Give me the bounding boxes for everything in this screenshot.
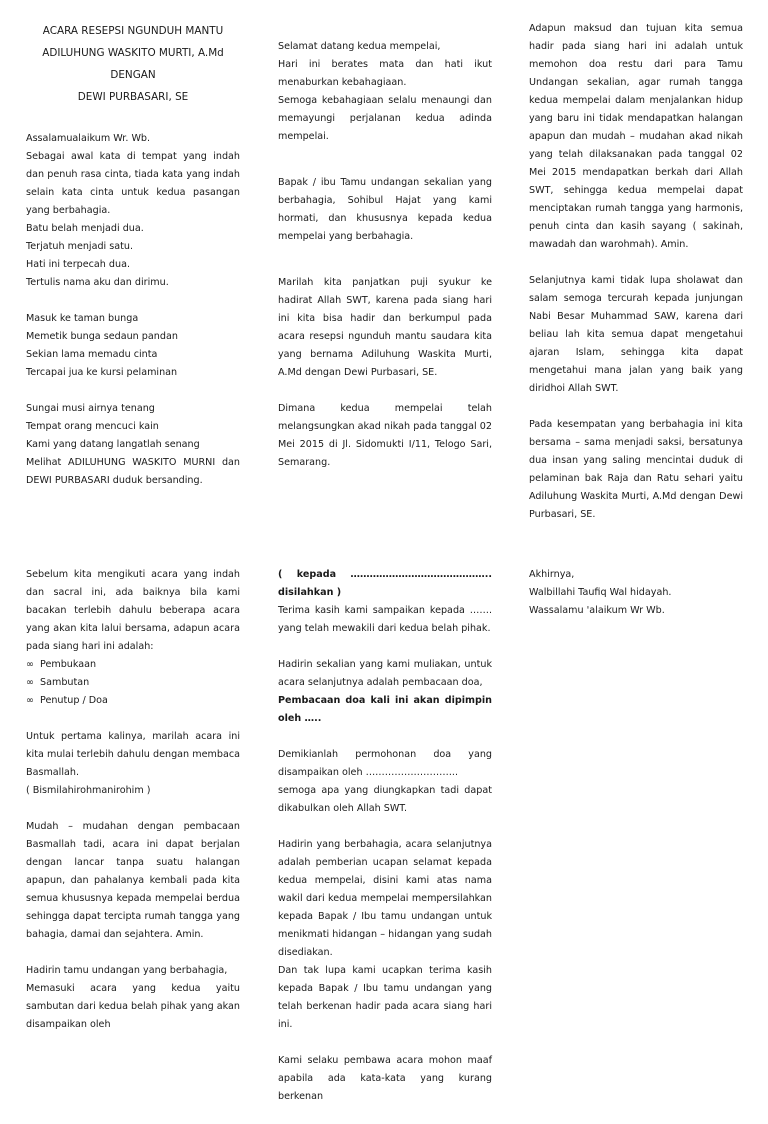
doa-leader-line: Pembacaan doa kali ini akan dipimpin oleh ….. xyxy=(278,695,492,724)
list-item-label: Penutup / Doa xyxy=(40,695,108,706)
text-line: Semoga kebahagiaan selalu menaungi dan memayungi perjalanan kedua adinda mempelai. xyxy=(278,95,492,142)
pantun-line: Masuk ke taman bunga xyxy=(26,313,139,324)
text-line: Akhirnya, xyxy=(529,569,575,580)
text-line: Hati ini terpecah dua. xyxy=(26,259,131,270)
akad-paragraph: Dimana kedua mempelai telah melangsungkan akad nikah pada tanggal 02 Mei 2015 di Jl. Sidomukti I/11, Telogo Sari, Semarang. xyxy=(278,403,492,468)
address-paragraph: Bapak / ibu Tamu undangan sekalian yang berbahagia, Sohibul Hajat yang kami hormati, dan khususnya kepada kedua mempelai yang berbahagia. xyxy=(278,177,492,242)
sholawat-paragraph: Selanjutnya kami tidak lupa sholawat dan salam semoga tercurah kepada junjungan Nabi Besar Muhammad SAW, karena dari beliau lah kita semua dapat mengetahui ajaran Islam, sehingga kita dapat mengetahui mana jalan yang baik yang diridhoi Allah SWT. xyxy=(529,275,743,394)
column-1-top xyxy=(26,20,240,508)
text-line: Terjatuh menjadi satu. xyxy=(26,241,134,252)
bullet-icon: ∞ xyxy=(26,695,34,706)
closing-lines xyxy=(529,566,743,620)
apology-paragraph: Kami selaku pembawa acara mohon maaf apabila ada kata-kata yang kurang berkenan xyxy=(278,1055,492,1102)
heading-part: kepada xyxy=(296,569,337,580)
pantun-line: Kami yang datang langatlah senang xyxy=(26,439,200,450)
list-item-label: Pembukaan xyxy=(40,659,97,670)
greeting: Assalamualaikum Wr. Wb. xyxy=(26,133,151,144)
column-1-bottom xyxy=(26,566,240,1052)
sambutan-paragraph xyxy=(26,962,240,1034)
text-line: semoga apa yang diungkapkan tadi dapat dikabulkan oleh Allah SWT. xyxy=(278,785,492,814)
gratitude-paragraph: Marilah kita panjatkan puji syukur ke hadirat Allah SWT, karena pada siang hari ini kita bisa hadir dan berkumpul pada acara resepsi ngunduh mantu saudara kita yang bernama Adiluhung Waskita Murti, A.Md dengan Dewi Purbasari, SE. xyxy=(278,277,492,378)
bullet-icon: ∞ xyxy=(26,677,34,688)
title-line: ACARA RESEPSI NGUNDUH MANTU xyxy=(42,25,224,37)
text-line: Demikianlah permohonan doa yang disampaikan oleh ……………………….. xyxy=(278,749,492,778)
pantun-line: Tercapai jua ke kursi pelaminan xyxy=(26,367,178,378)
text-line: Hari ini berates mata dan hati ikut menaburkan kebahagiaan. xyxy=(278,59,492,88)
pantun-2 xyxy=(26,400,240,490)
list-item-label: Sambutan xyxy=(40,677,90,688)
text-line: Selamat datang kedua mempelai, xyxy=(278,41,441,52)
blessing-paragraph: Mudah – mudahan dengan pembacaan Basmallah tadi, acara ini dapat berjalan dengan lancar tanpa suatu halangan apapun, dan pahalanya kembali pada kita semua khususnya kepada mempelai berdua sehingga dapat tercipta rumah tangga yang bahagia, damai dan sejahtera. Amin. xyxy=(26,821,240,940)
purpose-paragraph: Adapun maksud dan tujuan kita semua hadir pada siang hari ini adalah untuk memohon doa restu dari para Tamu Undangan sekalian, agar rumah tangga kedua mempelai dalam menjalankan hidup yang baru ini tidak mendapatkan halangan apapun dan mudah – mudahan akad nikah yang telah dilaksanakan pada tanggal 02 Mei 2015 mendapatkan berkah dari Allah SWT, sehingga kedua mempelai dapat menciptakan rumah tangga yang harmonis, penuh cinta dan kasih sayang ( sakinah, mawadah dan warohmah). Amin. xyxy=(529,23,743,250)
column-3-top xyxy=(529,20,743,542)
text-line: Memasuki acara yang kedua yaitu sambutan dari kedua belah pihak yang akan disampaikan oleh xyxy=(26,983,240,1030)
text-line: Wassalamu 'alaikum Wr Wb. xyxy=(529,605,665,616)
text-line: ( Bismilahirohmanirohim ) xyxy=(26,785,151,796)
opening-paragraph xyxy=(26,130,240,292)
bullet-icon: ∞ xyxy=(26,659,34,670)
witness-paragraph: Pada kesempatan yang berbahagia ini kita bersama – sama menjadi saksi, bersatunya dua insan yang saling mencintai duduk di pelaminan bak Raja dan Ratu sehari yaitu Adiluhung Waskita Murti, A.Md dengan Dewi Purbasari, SE. xyxy=(529,419,743,520)
basmallah-paragraph xyxy=(26,728,240,800)
pantun-1 xyxy=(26,310,240,382)
text-line: Sebagai awal kata di tempat yang indah dan penuh rasa cinta, tiada kata yang indah selain kata cinta untuk kedua pasangan yang berbahagia. xyxy=(26,151,240,216)
doa-paragraph xyxy=(278,656,492,728)
heading-part: ( xyxy=(278,569,283,580)
title-line: DEWI PURBASARI, SE xyxy=(77,91,189,103)
document-title xyxy=(26,20,240,108)
pantun-line: Sekian lama memadu cinta xyxy=(26,349,158,360)
title-line: ADILUHUNG WASKITO MURTI, A.Md xyxy=(42,47,224,59)
kepada-heading-cont: disilahkan ) xyxy=(278,587,342,598)
welcome-paragraph xyxy=(278,38,492,146)
text-line: Walbillahi Taufiq Wal hidayah. xyxy=(529,587,672,598)
agenda-list xyxy=(26,656,240,710)
text-line: Batu belah menjadi dua. xyxy=(26,223,144,234)
thanks-paragraph: Terima kasih kami sampaikan kepada ……. yang telah mewakili dari kedua belah pihak. xyxy=(278,605,492,634)
column-3-bottom xyxy=(529,566,743,638)
text-line: Tertulis nama aku dan dirimu. xyxy=(26,277,169,288)
text-line: Hadirin sekalian yang kami muliakan, untuk acara selanjutnya adalah pembacaan doa, xyxy=(278,659,492,688)
heading-part: …………………………………….. xyxy=(350,569,492,580)
closing-thanks-paragraph: Dan tak lupa kami ucapkan terima kasih kepada Bapak / Ibu tamu undangan yang telah berkenan hadir pada acara siang hari ini. xyxy=(278,965,492,1030)
pantun-line: Melihat ADILUHUNG WASKITO MURNI dan DEWI PURBASARI duduk bersanding. xyxy=(26,457,240,486)
pantun-line: Sungai musi airnya tenang xyxy=(26,403,155,414)
hidangan-paragraph: Hadirin yang berbahagia, acara selanjutnya adalah pemberian ucapan selamat kepada kedua mempelai, disini kami atas nama wakil dari kedua mempelai mempersilahkan kepada Bapak / Ibu tamu undangan untuk menikmati hidangan – hidangan yang sudah disediakan. xyxy=(278,839,492,958)
pantun-line: Tempat orang mencuci kain xyxy=(26,421,159,432)
kepada-heading xyxy=(278,566,492,584)
column-2-bottom xyxy=(278,566,492,1124)
list-item xyxy=(26,656,240,674)
doa-closing-paragraph xyxy=(278,746,492,818)
list-item xyxy=(26,692,240,710)
pantun-line: Memetik bunga sedaun pandan xyxy=(26,331,178,342)
column-2-top xyxy=(278,38,492,490)
text-line: Hadirin tamu undangan yang berbahagia, xyxy=(26,965,228,976)
title-line: DENGAN xyxy=(110,69,156,81)
agenda-intro: Sebelum kita mengikuti acara yang indah dan sacral ini, ada baiknya bila kami bacakan terlebih dahulu beberapa acara yang akan kita lalui bersama, adapun acara pada siang hari ini adalah: xyxy=(26,569,240,652)
list-item xyxy=(26,674,240,692)
text-line: Untuk pertama kalinya, marilah acara ini kita mulai terlebih dahulu dengan membaca Basmallah. xyxy=(26,731,240,778)
